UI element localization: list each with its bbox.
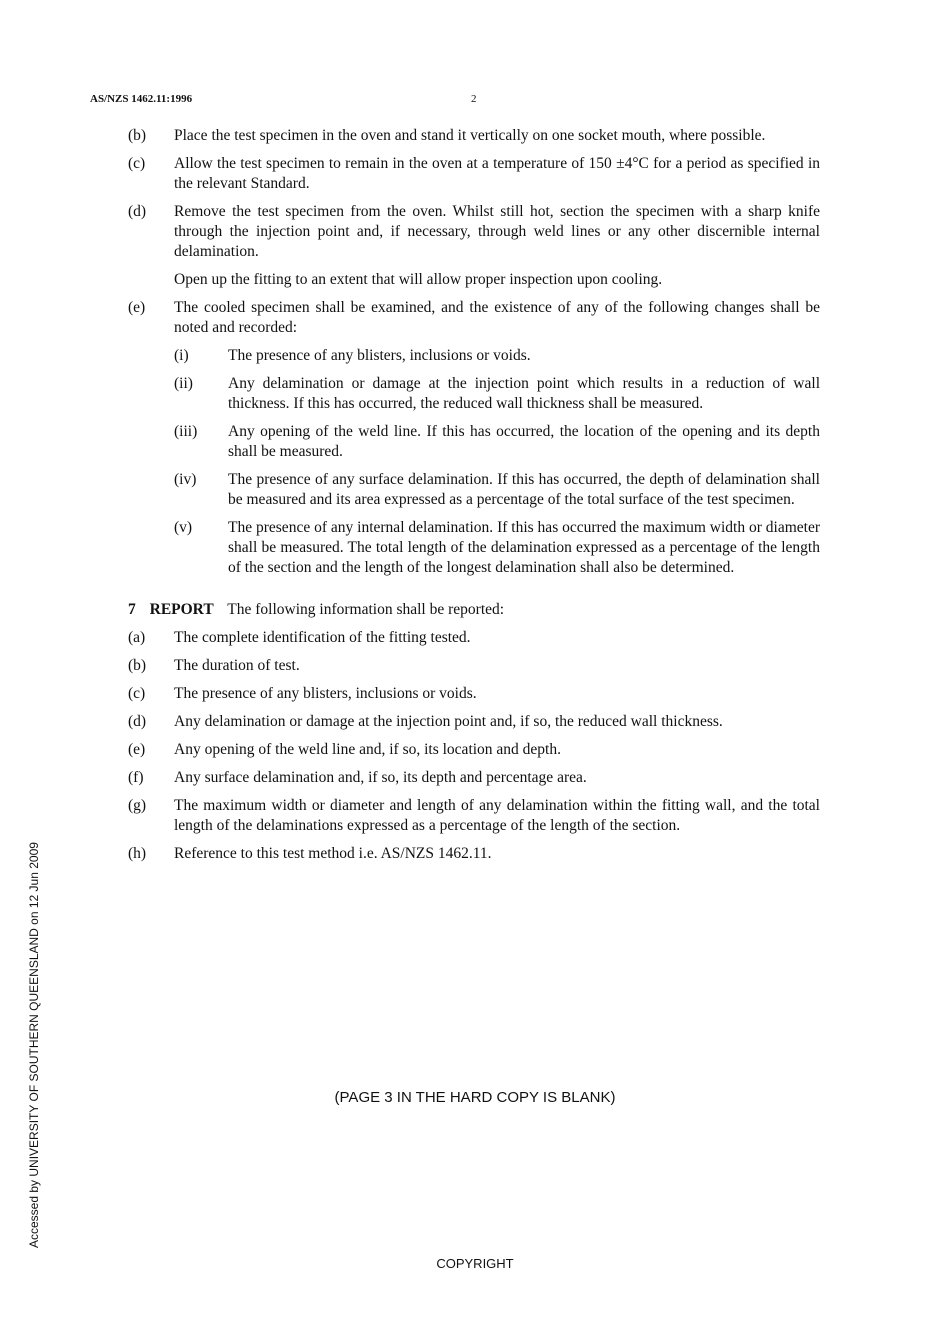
sub-item	[174, 374, 820, 414]
access-watermark: Accessed by UNIVERSITY OF SOUTHERN QUEENSLAND on 12 Jun 2009	[27, 842, 41, 1248]
item-text: The duration of test.	[174, 657, 300, 674]
page-number: 2	[471, 93, 477, 105]
item-text: Any surface delamination and, if so, its depth and percentage area.	[174, 769, 587, 786]
item-label: (g)	[128, 797, 147, 814]
item-label: (a)	[128, 629, 146, 646]
report-item	[128, 768, 820, 788]
report-item	[128, 656, 820, 676]
item-label: (e)	[128, 299, 146, 316]
section-spacer	[128, 586, 820, 600]
sub-item-text: The presence of any surface delamination. If this has occurred, the depth of delamination shall be measured and its area expressed as a percentage of the total surface of the test specimen.	[228, 471, 820, 508]
item-label: (c)	[128, 685, 146, 702]
report-item	[128, 796, 820, 836]
item-label: (c)	[128, 155, 146, 172]
sub-item-label: (iv)	[174, 471, 197, 488]
sub-item	[174, 518, 820, 578]
blank-page-note: (PAGE 3 IN THE HARD COPY IS BLANK)	[334, 1089, 616, 1106]
report-section-heading	[128, 600, 820, 620]
item-text: The cooled specimen shall be examined, and the existence of any of the following changes shall be noted and recorded:	[174, 299, 820, 336]
item-label: (f)	[128, 769, 144, 786]
item-text: Place the test specimen in the oven and stand it vertically on one socket mouth, where possible.	[174, 127, 766, 144]
sub-item-label: (iii)	[174, 423, 198, 440]
procedure-item-e	[128, 298, 820, 338]
procedure-item-b	[128, 126, 820, 146]
report-item	[128, 740, 820, 760]
sub-item-text: Any opening of the weld line. If this has occurred, the location of the opening and its depth shall be measured.	[228, 423, 820, 460]
item-text: Allow the test specimen to remain in the oven at a temperature of 150 ±4°C for a period as specified in the relevant Standard.	[174, 155, 820, 192]
copyright-footer: COPYRIGHT	[436, 1256, 514, 1271]
section-intro: The following information shall be reported:	[227, 601, 505, 618]
item-text: The complete identification of the fitting tested.	[174, 629, 471, 646]
procedure-item-d	[128, 202, 820, 262]
item-text: Remove the test specimen from the oven. Whilst still hot, section the specimen with a sharp knife through the injection point and, if necessary, through weld lines or any other discernible internal delamination.	[174, 203, 820, 260]
procedure-item-c	[128, 154, 820, 194]
item-label: (e)	[128, 741, 146, 758]
sub-item	[174, 346, 820, 366]
sub-item-text: The presence of any blisters, inclusions or voids.	[228, 347, 531, 364]
section-title: REPORT	[149, 601, 214, 618]
item-text: Any delamination or damage at the injection point and, if so, the reduced wall thickness.	[174, 713, 723, 730]
item-label: (h)	[128, 845, 147, 862]
item-label: (b)	[128, 657, 147, 674]
item-text: The maximum width or diameter and length of any delamination within the fitting wall, and the total length of the delaminations expressed as a percentage of the length of the section.	[174, 797, 820, 834]
sub-item-label: (v)	[174, 519, 193, 536]
item-label: (d)	[128, 713, 147, 730]
sub-item-text: Any delamination or damage at the injection point which results in a reduction of wall thickness. If this has occurred, the reduced wall thickness shall be measured.	[228, 375, 820, 412]
sub-item-list	[128, 346, 820, 578]
item-label: (b)	[128, 127, 147, 144]
sub-item-text: The presence of any internal delamination. If this has occurred the maximum width or diameter shall be measured. The total length of the delamination expressed as a percentage of the length of the section and the length of the longest delamination shall also be determined.	[228, 519, 820, 576]
item-label: (d)	[128, 203, 147, 220]
report-item	[128, 628, 820, 648]
procedure-item-d-continuation: Open up the fitting to an extent that will allow proper inspection upon cooling.	[174, 271, 663, 288]
page-body	[128, 126, 820, 872]
item-text: Reference to this test method i.e. AS/NZS 1462.11.	[174, 845, 492, 862]
sub-item-label: (ii)	[174, 375, 193, 392]
report-item	[128, 712, 820, 732]
item-text: Any opening of the weld line and, if so, its location and depth.	[174, 741, 561, 758]
report-item	[128, 844, 820, 864]
sub-item-label: (i)	[174, 347, 189, 364]
section-number: 7	[128, 601, 136, 618]
report-item	[128, 684, 820, 704]
sub-item	[174, 422, 820, 462]
sub-item	[174, 470, 820, 510]
item-text: The presence of any blisters, inclusions or voids.	[174, 685, 477, 702]
document-code: AS/NZS 1462.11:1996	[90, 93, 193, 105]
